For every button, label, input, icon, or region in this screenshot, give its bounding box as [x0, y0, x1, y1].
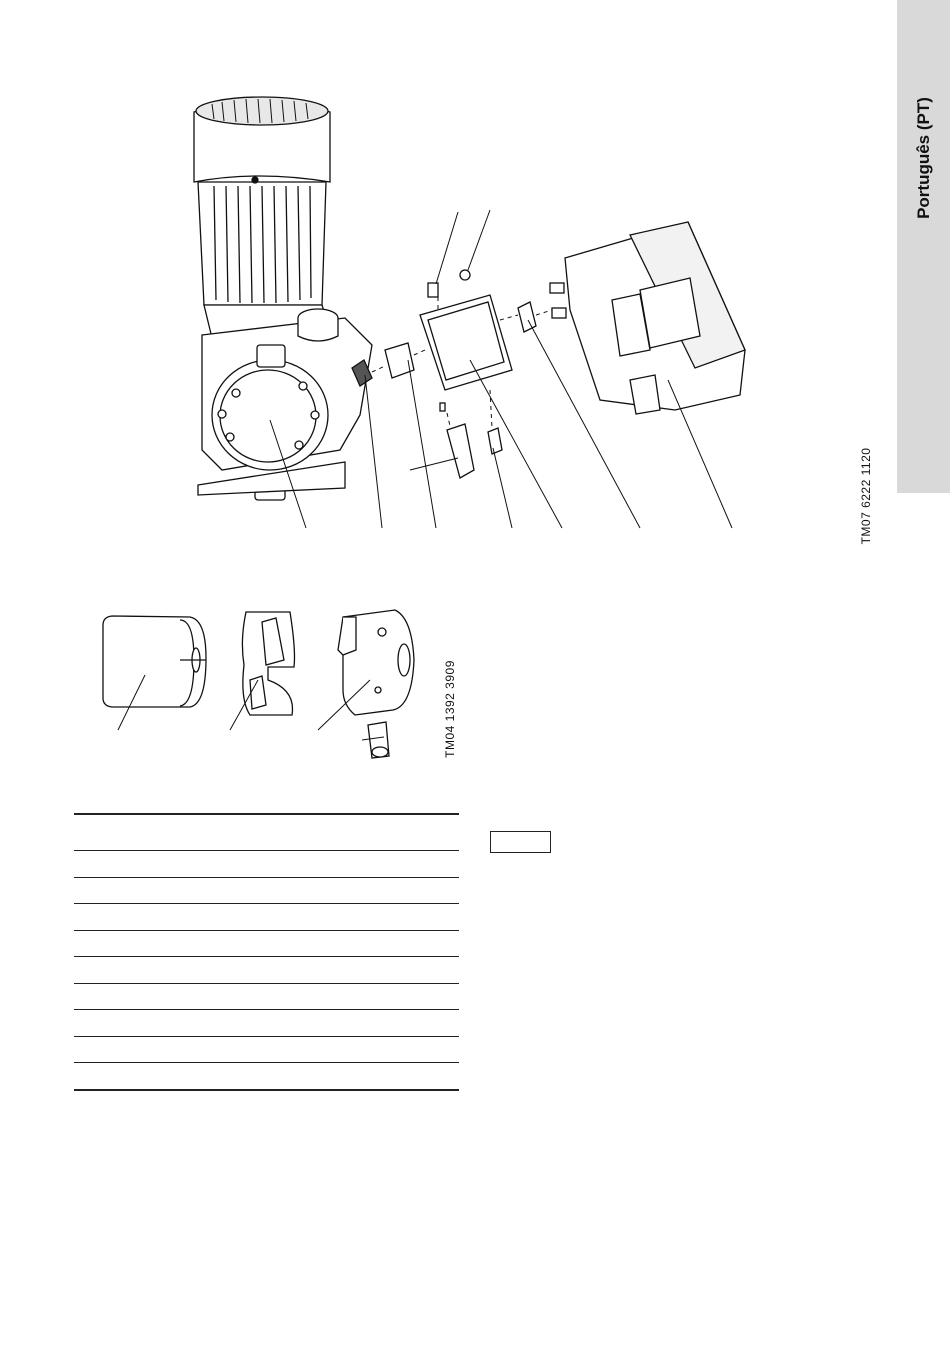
table-row	[74, 1037, 459, 1064]
table-row	[74, 878, 459, 905]
table-row	[74, 931, 459, 958]
parts-table	[74, 813, 459, 1091]
table-row	[74, 904, 459, 931]
figure-code-exploded: TM07 6222 1120	[859, 447, 873, 545]
table-row	[74, 1063, 459, 1091]
figure-code-coupling: TM04 1392 3909	[443, 660, 457, 758]
table-header-row	[74, 813, 459, 851]
table-row	[74, 984, 459, 1011]
label-box	[490, 831, 551, 853]
exploded-pump-drawing	[194, 97, 745, 528]
coupling-parts-drawing	[103, 610, 414, 758]
table-row	[74, 851, 459, 878]
table-row	[74, 1010, 459, 1037]
language-label: Português (PT)	[913, 97, 933, 219]
table-row	[74, 957, 459, 984]
